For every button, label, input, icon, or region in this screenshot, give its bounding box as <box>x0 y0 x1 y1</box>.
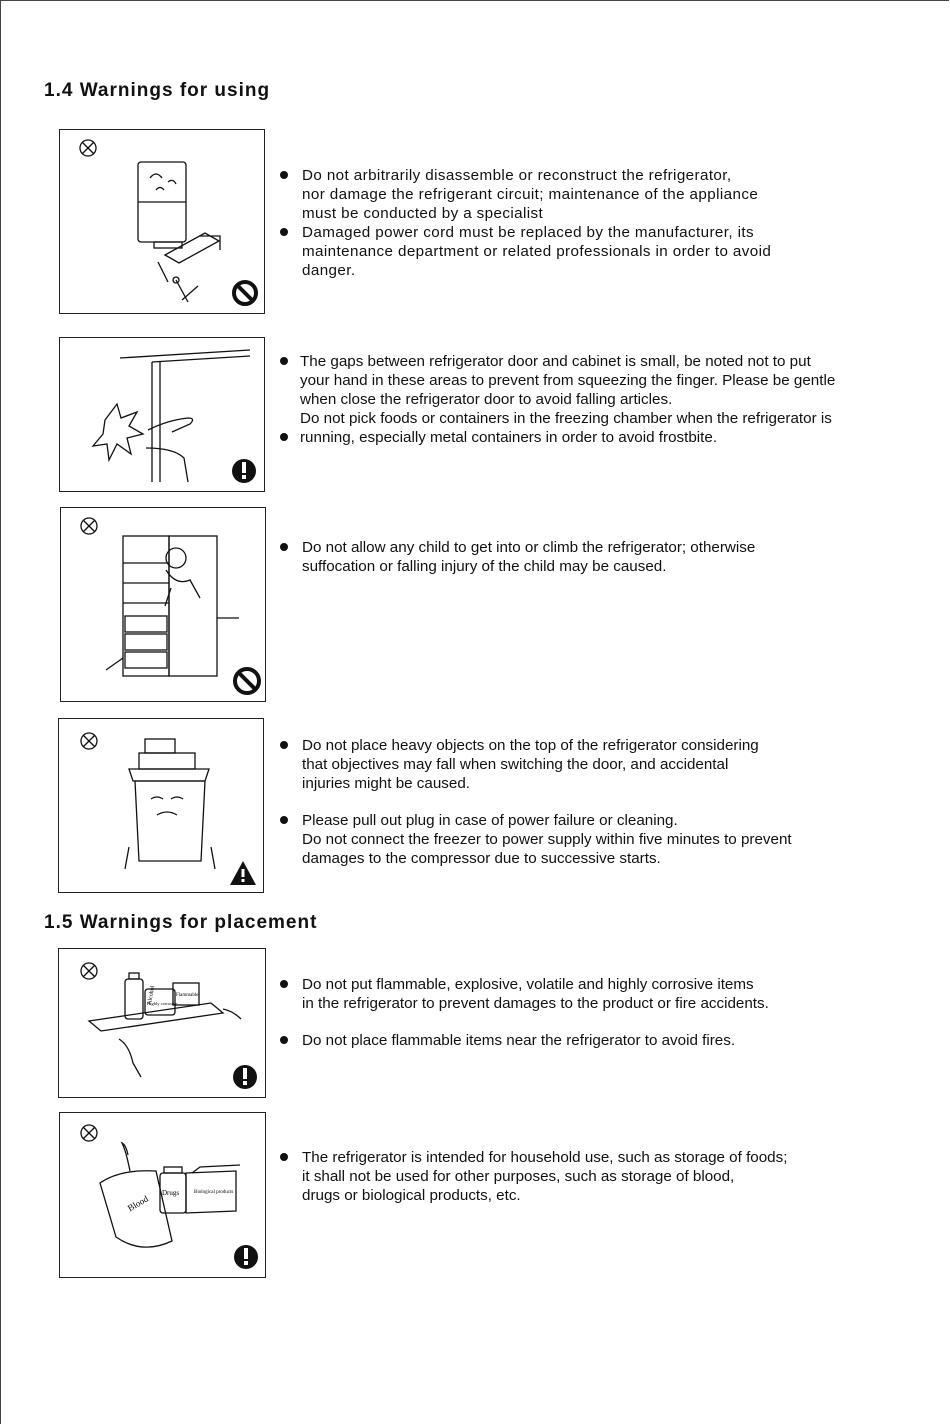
bullet-line: drugs or biological products, etc. <box>302 1187 521 1204</box>
text-flammable <box>280 975 769 1050</box>
text-door-gap <box>280 352 835 447</box>
text-child-climb <box>280 538 755 576</box>
section-title-1-4: 1.4 Warnings for using <box>44 80 271 101</box>
mandatory-icon <box>232 459 256 483</box>
bullet-item: Do not put flammable, explosive, volatile and highly corrosive items <box>280 975 769 994</box>
bullet-item: Do not place flammable items near the refrigerator to avoid fires. <box>280 1031 769 1050</box>
bullet-line: your hand in these areas to prevent from squeezing the finger. Please be gentle <box>300 372 836 389</box>
bullet-item: Do not arbitrarily disassemble or reconstruct the refrigerator, <box>280 166 771 185</box>
bullet-item: Do not allow any child to get into or climb the refrigerator; otherwise <box>280 538 755 557</box>
bullet-item: Please pull out plug in case of power failure or cleaning. <box>280 811 792 830</box>
bullet-line: Do not connect the freezer to power supply within five minutes to prevent <box>302 831 792 848</box>
prohibition-icon <box>235 669 259 693</box>
bullet-line: when close the refrigerator door to avoid falling articles. <box>300 391 673 408</box>
bullet-line: Do not pick foods or containers in the freezing chamber when the refrigerator is <box>300 410 832 427</box>
bullet-line: maintenance department or related professionals in order to avoid <box>302 243 772 260</box>
bullet-line: injuries might be caused. <box>302 775 470 792</box>
prohibition-icon <box>234 282 256 304</box>
bullet-item: The refrigerator is intended for household use, such as storage of foods; <box>280 1148 787 1167</box>
label-blood: Blood <box>125 1193 150 1214</box>
bullet-item: running, especially metal containers in order to avoid frostbite. <box>280 428 835 447</box>
bullet-item: Damaged power cord must be replaced by the manufacturer, its <box>280 223 771 242</box>
bullet-line: damages to the compressor due to successive starts. <box>302 850 661 867</box>
bullet-item: Do not place heavy objects on the top of the refrigerator considering <box>280 736 792 755</box>
disassemble-illustration <box>60 130 266 315</box>
illustration-flammable <box>58 948 266 1098</box>
bullet-line: nor damage the refrigerant circuit; maintenance of the appliance <box>302 186 759 203</box>
text-heavy-objects <box>280 736 792 868</box>
section-title-1-5: 1.5 Warnings for placement <box>44 912 318 933</box>
text-disassemble <box>280 166 771 280</box>
bullet-line: it shall not be used for other purposes, such as storage of blood, <box>302 1168 735 1185</box>
bullet-line: suffocation or falling injury of the child may be caused. <box>302 558 667 575</box>
bullet-line: that objectives may fall when switching the door, and accidental <box>302 756 729 773</box>
illustration-household-use <box>59 1112 266 1278</box>
label-alcohol: Alcohol <box>146 985 157 1006</box>
illustration-child-climb <box>60 507 266 702</box>
illustration-door-gap <box>59 337 265 492</box>
door-gap-illustration <box>60 338 266 493</box>
bullet-line: must be conducted by a specialist <box>302 205 544 222</box>
label-drugs: Drugs <box>162 1189 180 1197</box>
bullet-line: in the refrigerator to prevent damages to the product or fire accidents. <box>302 995 769 1012</box>
illustration-disassemble <box>59 129 265 314</box>
illustration-heavy-objects <box>58 718 264 893</box>
label-corrosive: Highly corrosive <box>147 1001 178 1006</box>
mandatory-icon <box>233 1065 257 1089</box>
household-use-illustration <box>60 1113 267 1279</box>
label-biological: Biological products <box>194 1190 234 1195</box>
warning-triangle-icon <box>230 861 256 885</box>
text-household-use <box>280 1148 787 1205</box>
flammable-illustration <box>59 949 267 1099</box>
mandatory-icon <box>234 1245 258 1269</box>
bullet-item: The gaps between refrigerator door and cabinet is small, be noted not to put <box>280 352 835 371</box>
label-flammable: Flammable <box>176 993 199 998</box>
heavy-objects-illustration <box>59 719 265 894</box>
bullet-line: danger. <box>302 262 356 279</box>
child-climb-illustration <box>61 508 267 703</box>
